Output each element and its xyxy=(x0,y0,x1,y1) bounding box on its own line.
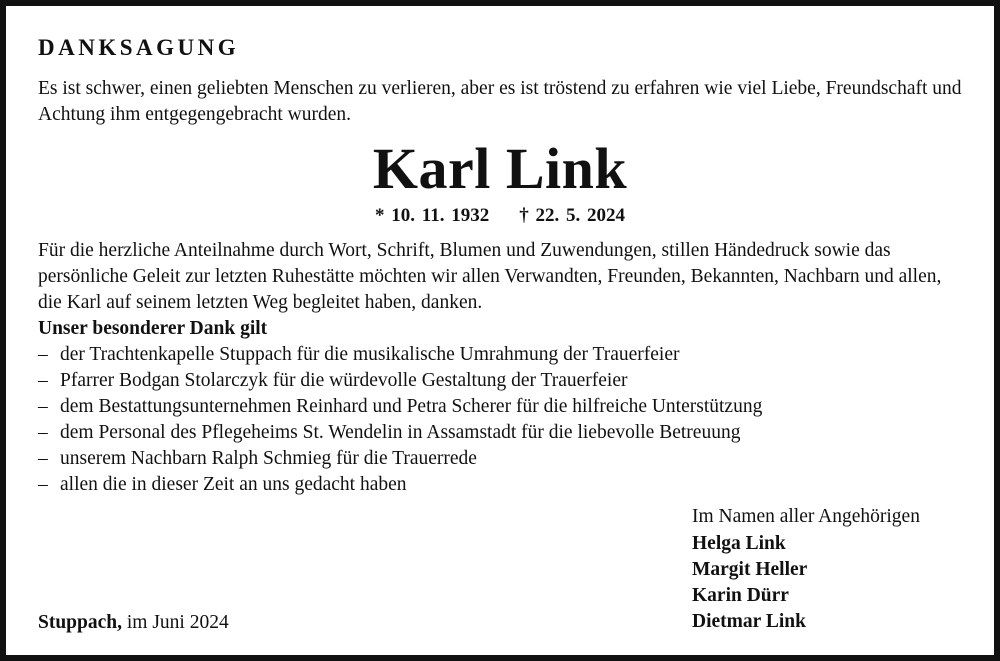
list-item-text: der Trachtenkapelle Stuppach für die musikalische Umrahmung der Trauerfeier xyxy=(60,344,680,365)
signature-block xyxy=(692,504,920,635)
list-item-text: Pfarrer Bodgan Stolarczyk für die würdevolle Gestaltung der Trauerfeier xyxy=(60,370,628,391)
list-item-text: allen die in dieser Zeit an uns gedacht haben xyxy=(60,474,407,495)
signer-name: Karin Dürr xyxy=(692,585,789,606)
signer-name: Dietmar Link xyxy=(692,611,806,632)
death-date: † 22. 5. 2024 xyxy=(519,205,625,226)
list-item-text: unserem Nachbarn Ralph Schmieg für die Trauerrede xyxy=(60,448,477,469)
list-item xyxy=(38,368,962,394)
list-item xyxy=(38,342,962,368)
list-item-text: dem Personal des Pflegeheims St. Wendelin in Assamstadt für die liebevolle Betreuung xyxy=(60,422,741,443)
place-month: im Juni 2024 xyxy=(122,612,229,633)
special-thanks-title: Unser besonderer Dank gilt xyxy=(38,318,268,339)
dash-bullet: – xyxy=(38,396,48,417)
place-date xyxy=(38,610,229,636)
life-dates xyxy=(38,204,962,228)
signer-name: Helga Link xyxy=(692,533,786,554)
list-item xyxy=(38,394,962,420)
list-item-text: dem Bestattungsunternehmen Reinhard und Petra Scherer für die hilfreiche Unterstützung xyxy=(60,396,763,417)
notice-heading: DANKSAGUNG xyxy=(38,35,240,60)
list-item xyxy=(38,446,962,472)
signature-intro: Im Namen aller Angehörigen xyxy=(692,506,920,527)
list-item xyxy=(38,420,962,446)
list-item xyxy=(38,472,962,498)
dash-bullet: – xyxy=(38,474,48,495)
dash-bullet: – xyxy=(38,370,48,391)
intro-text: Es ist schwer, einen geliebten Menschen zu verlieren, aber es ist tröstend zu erfahren wie viel Liebe, Freundschaft und Achtung ihm entgegengebracht wurden. xyxy=(38,78,962,125)
dash-bullet: – xyxy=(38,422,48,443)
birth-date: * 10. 11. 1932 xyxy=(375,205,490,226)
dash-bullet: – xyxy=(38,344,48,365)
deceased-name: Karl Link xyxy=(372,136,628,201)
gratitude-text: Für die herzliche Anteilnahme durch Wort, Schrift, Blumen und Zuwendungen, stillen Händedruck sowie das persönliche Geleit zur letzten Ruhestätte möchten wir allen Verwandten, Freunden, Bekannten, Nachbarn und allen, die Karl auf seinem letzten Weg begleitet haben, danken. xyxy=(38,240,942,313)
place-city: Stuppach, xyxy=(38,612,122,633)
signer-name: Margit Heller xyxy=(692,559,808,580)
special-thanks-list xyxy=(38,342,962,498)
dash-bullet: – xyxy=(38,448,48,469)
